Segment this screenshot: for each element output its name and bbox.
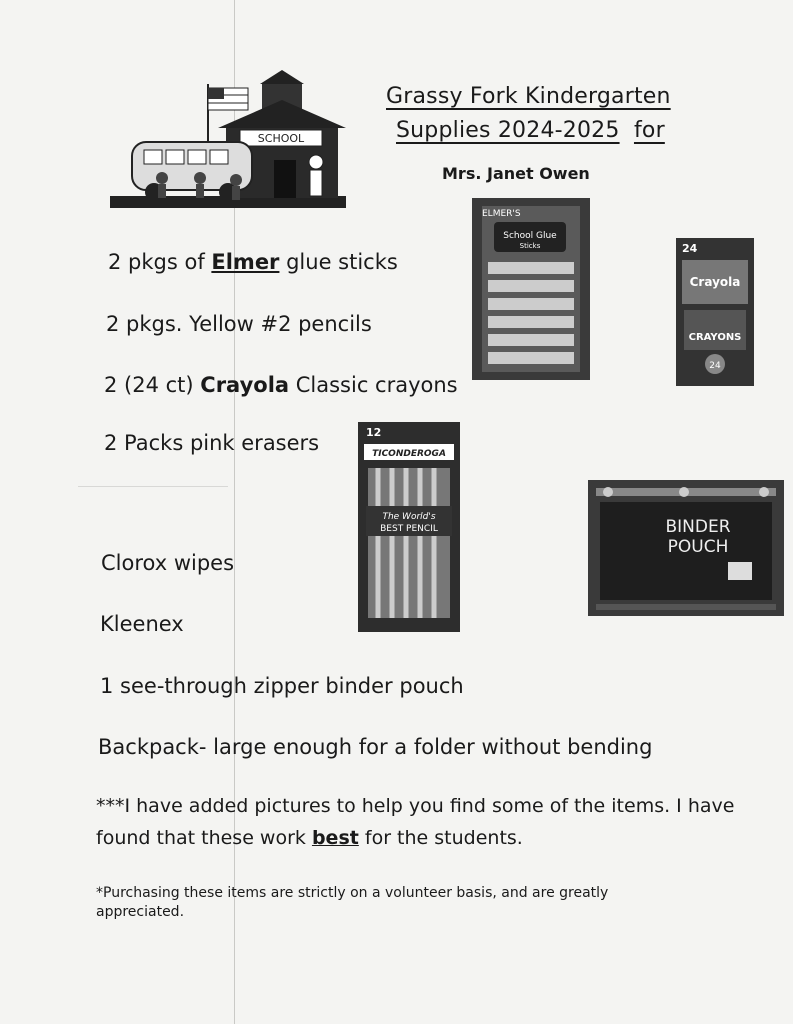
svg-text:Crayola: Crayola xyxy=(689,275,741,289)
svg-text:BEST PENCIL: BEST PENCIL xyxy=(380,524,438,534)
school-clipart xyxy=(110,70,346,220)
item-binder-pouch: 1 see-through zipper binder pouch xyxy=(100,674,464,698)
svg-text:ELMER'S: ELMER'S xyxy=(482,209,521,219)
item-erasers: 2 Packs pink erasers xyxy=(104,431,320,455)
page-title-line-2: Supplies 2024-2025 for xyxy=(396,118,665,143)
glue-stick-package-image xyxy=(472,198,590,380)
teacher-name: Mrs. Janet Owen xyxy=(442,164,590,183)
page-title-line-1: Grassy Fork Kindergarten xyxy=(386,84,671,109)
volunteer-footnote: *Purchasing these items are strictly on a volunteer basis, and are greatly appreciated. xyxy=(96,885,609,920)
svg-text:BINDER: BINDER xyxy=(665,517,731,537)
svg-text:12: 12 xyxy=(366,426,382,439)
item-pencils: 2 pkgs. Yellow #2 pencils xyxy=(106,312,372,336)
pencil-package-image xyxy=(358,422,460,632)
svg-text:POUCH: POUCH xyxy=(667,537,729,557)
item-crayons: 2 (24 ct) Crayola Classic crayons xyxy=(104,373,458,397)
scan-mark xyxy=(78,486,228,487)
svg-text:24: 24 xyxy=(682,242,698,255)
binder-pouch-image xyxy=(588,480,784,616)
svg-text:24: 24 xyxy=(709,361,721,371)
svg-text:TICONDEROGA: TICONDEROGA xyxy=(372,449,446,459)
item-glue-sticks: 2 pkgs of Elmer glue sticks xyxy=(108,250,398,274)
item-kleenex: Kleenex xyxy=(100,612,184,636)
pictures-note: ***I have added pictures to help you find some of the items. I have found that these work best for the students. xyxy=(96,795,735,849)
brand-elmer: Elmer xyxy=(211,250,280,274)
svg-text:CRAYONS: CRAYONS xyxy=(688,332,742,343)
item-backpack: Backpack- large enough for a folder without bending xyxy=(98,735,653,759)
svg-text:The World's: The World's xyxy=(382,512,436,522)
note-emphasis: best xyxy=(311,827,359,849)
crayon-box-image xyxy=(676,238,754,386)
brand-crayola: Crayola xyxy=(200,373,290,397)
svg-text:School Glue: School Glue xyxy=(503,231,557,241)
svg-text:Sticks: Sticks xyxy=(519,242,541,250)
school-sign-text: SCHOOL xyxy=(257,132,305,145)
item-clorox-wipes: Clorox wipes xyxy=(101,551,235,575)
